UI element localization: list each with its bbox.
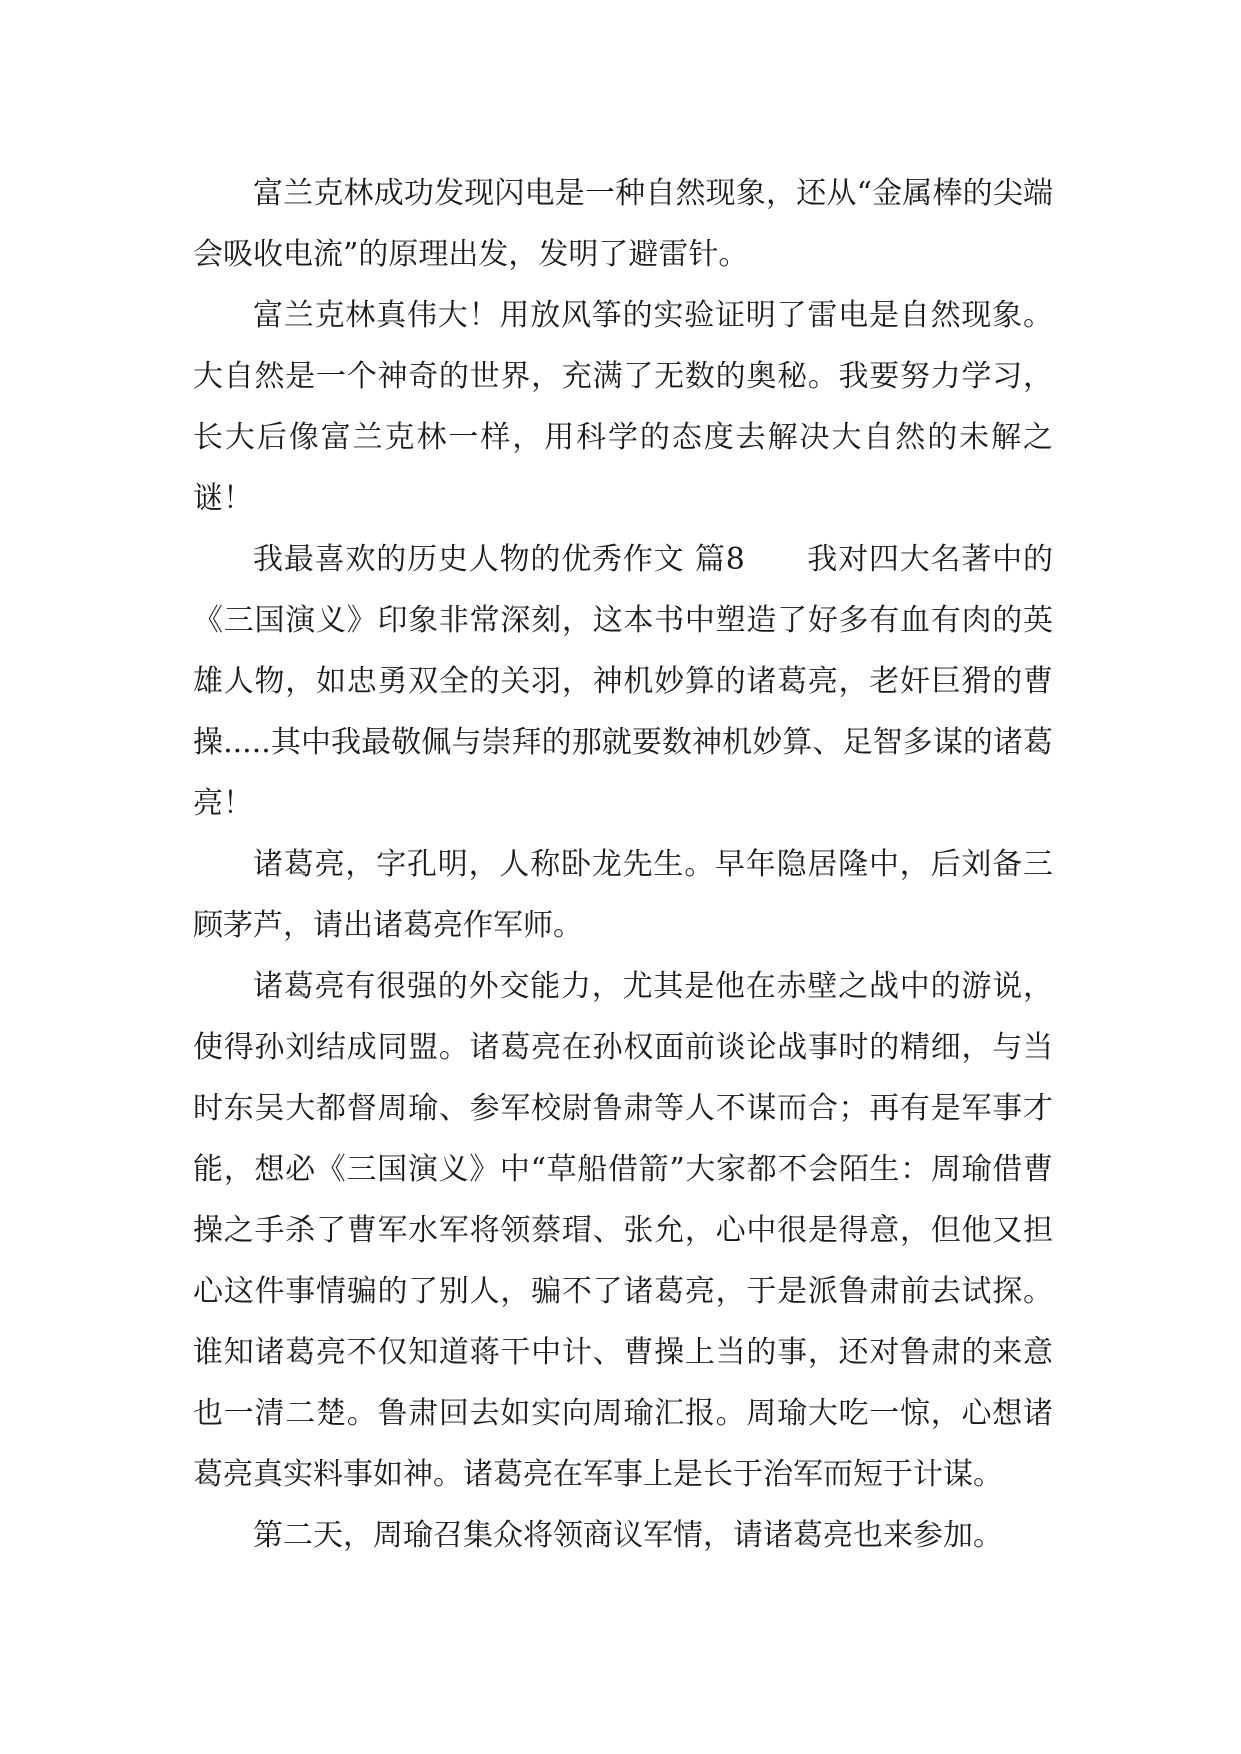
paragraph-3: 我最喜欢的历史人物的优秀作文 篇8 我对四大名著中的《三国演义》印象非常深刻，这本书中塑造了好多有血有肉的英雄人物，如忠勇双全的关羽，神机妙算的诸葛亮，老奸巨猾的曹操.....其中我最敬佩与崇拜的那就要数神机妙算、足智多谋的诸葛亮！ [193,542,1053,821]
paragraph-1: 富兰克林成功发现闪电是一种自然现象，还从“金属棒的尖端会吸收电流”的原理出发，发明了避雷针。 [193,176,1053,272]
paragraph-2: 富兰克林真伟大！用放风筝的实验证明了雷电是自然现象。大自然是一个神奇的世界，充满了无数的奥秘。我要努力学习，长大后像富兰克林一样，用科学的态度去解决大自然的未解之谜！ [193,298,1053,516]
paragraph-5: 诸葛亮有很强的外交能力，尤其是他在赤壁之战中的游说，使得孙刘结成同盟。诸葛亮在孙权面前谈论战事时的精细，与当时东吴大都督周瑜、参军校尉鲁肃等人不谋而合；再有是军事才能，想必《三国演义》中“草船借箭”大家都不会陌生：周瑜借曹操之手杀了曹军水军将领蔡瑁、张允，心中很是得意，但他又担心这件事情骗的了别人，骗不了诸葛亮，于是派鲁肃前去试探。谁知诸葛亮不仅知道蒋干中计、曹操上当的事，还对鲁肃的来意也一清二楚。鲁肃回去如实向周瑜汇报。周瑜大吃一惊，心想诸葛亮真实料事如神。诸葛亮在军事上是长于治军而短于计谋。 [193,969,1053,1492]
document-body [193,163,1053,1566]
paragraph-4: 诸葛亮，字孔明，人称卧龙先生。早年隐居隆中，后刘备三顾茅芦，请出诸葛亮作军师。 [193,847,1053,943]
paragraph-6: 第二天，周瑜召集众将领商议军情，请诸葛亮也来参加。 [253,1518,1003,1553]
